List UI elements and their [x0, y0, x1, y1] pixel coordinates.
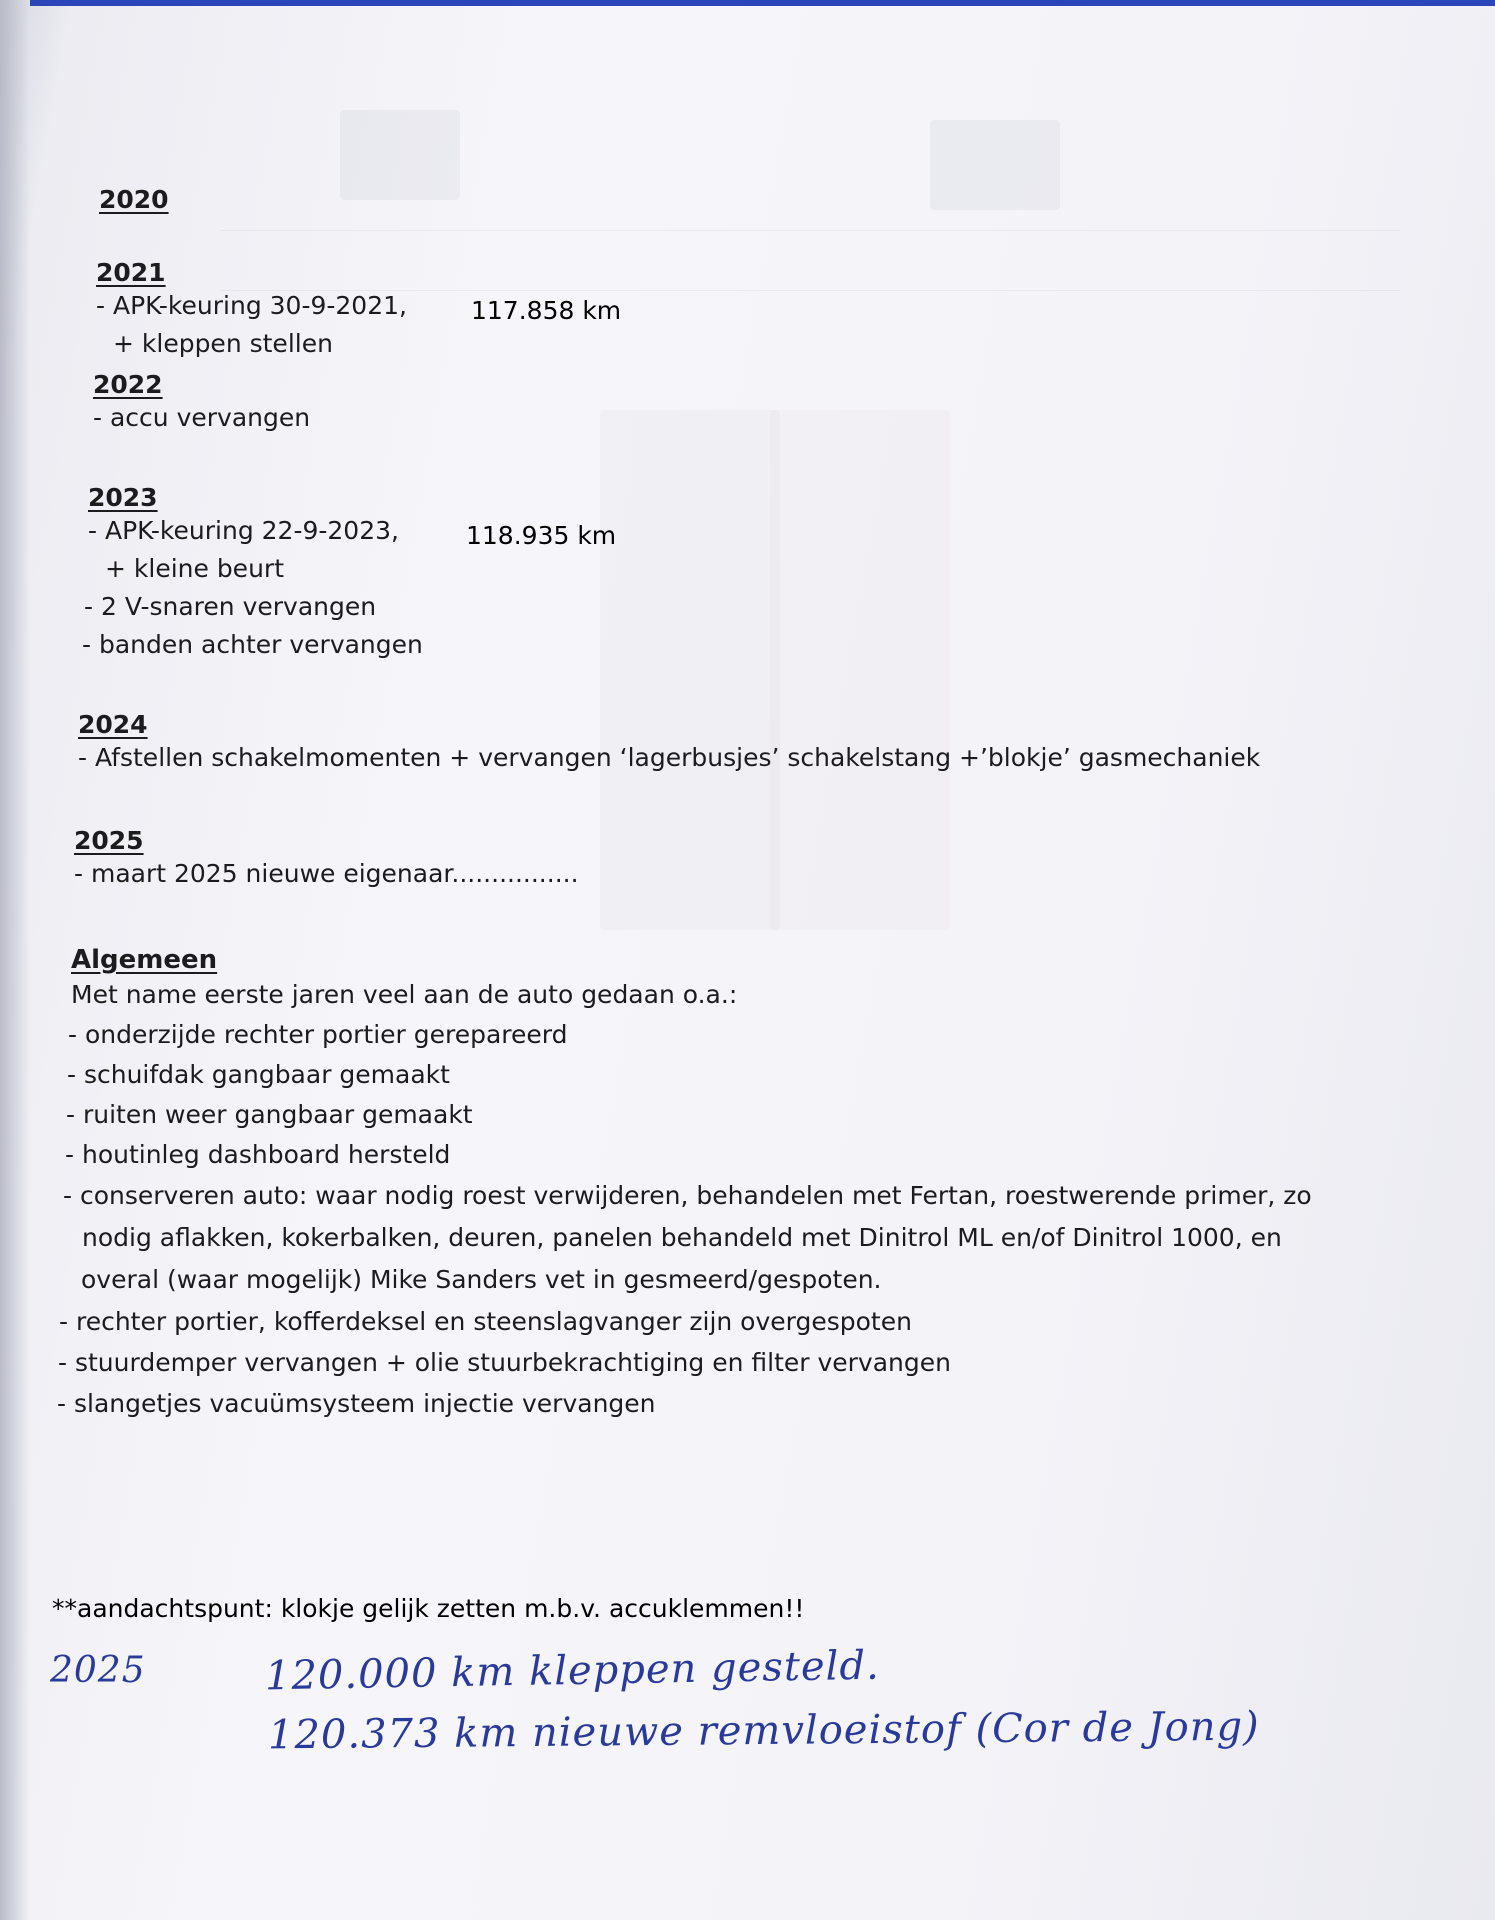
list-item-continued: nodig aflakken, kokerbalken, deuren, panelen behandeld met Dinitrol ML en/of Dinitrol 1000, en — [82, 1223, 1282, 1252]
list-item: - houtinleg dashboard hersteld — [65, 1140, 451, 1169]
list-item: - maart 2025 nieuwe eigenaar................ — [74, 859, 579, 888]
list-item: - ruiten weer gangbaar gemaakt — [66, 1100, 473, 1129]
section-2020 — [99, 185, 169, 214]
list-item: - Afstellen schakelmomenten + vervangen ‘lagerbusjes’ schakelstang +’blokje’ gasmechaniek — [78, 743, 1261, 772]
list-item: - conserveren auto: waar nodig roest verwijderen, behandelen met Fertan, roestwerende primer, zo — [63, 1181, 1312, 1210]
list-item: - accu vervangen — [93, 403, 311, 432]
list-item: + kleine beurt — [105, 554, 284, 583]
section-2025 — [74, 826, 579, 893]
year-heading: 2021 — [96, 258, 166, 287]
handwritten-note: 120.373 km nieuwe remvloeistof (Cor de Jong) — [267, 1703, 1260, 1759]
section-heading: Algemeen — [71, 945, 218, 975]
handwritten-note: 120.000 km kleppen gesteld. — [264, 1642, 881, 1700]
binder-edge — [30, 0, 1495, 6]
section-2022 — [93, 370, 310, 437]
year-heading: 2025 — [74, 826, 144, 855]
list-item: + kleppen stellen — [113, 329, 333, 358]
list-item: - 2 V-snaren vervangen — [84, 592, 377, 621]
intro-text: Met name eerste jaren veel aan de auto gedaan o.a.: — [71, 980, 738, 1009]
list-item-continued: overal (waar mogelijk) Mike Sanders vet in gesmeerd/gespoten. — [81, 1265, 882, 1294]
show-through-logo — [930, 120, 1060, 210]
year-heading: 2023 — [88, 483, 158, 512]
year-heading: 2022 — [93, 370, 163, 399]
list-item: - rechter portier, kofferdeksel en steenslagvanger zijn overgespoten — [59, 1307, 912, 1336]
list-item: - APK-keuring 30-9-2021, — [96, 291, 407, 320]
year-heading: 2024 — [78, 710, 148, 739]
show-through-table — [770, 410, 950, 930]
list-item: - APK-keuring 22-9-2023, — [88, 516, 399, 545]
year-heading: 2020 — [99, 185, 169, 214]
list-item: - onderzijde rechter portier gerepareerd — [68, 1020, 568, 1049]
handwritten-year: 2025 — [50, 1650, 146, 1691]
section-algemeen — [57, 945, 1312, 1424]
attention-note: **aandachtspunt: klokje gelijk zetten m.b.v. accuklemmen!! — [52, 1594, 805, 1623]
show-through-table — [600, 410, 780, 930]
list-item: - slangetjes vacuümsysteem injectie vervangen — [57, 1389, 656, 1418]
section-2024 — [78, 710, 1260, 777]
section-2023 — [82, 483, 423, 664]
show-through-line — [220, 230, 1400, 231]
section-2021 — [96, 258, 407, 363]
show-through-logo — [340, 110, 460, 200]
mileage: 117.858 km — [471, 296, 622, 325]
page-shadow — [0, 0, 30, 1920]
list-item: - banden achter vervangen — [82, 630, 423, 659]
list-item: - stuurdemper vervangen + olie stuurbekrachtiging en filter vervangen — [58, 1348, 951, 1377]
list-item: - schuifdak gangbaar gemaakt — [67, 1060, 450, 1089]
mileage: 118.935 km — [466, 521, 617, 550]
